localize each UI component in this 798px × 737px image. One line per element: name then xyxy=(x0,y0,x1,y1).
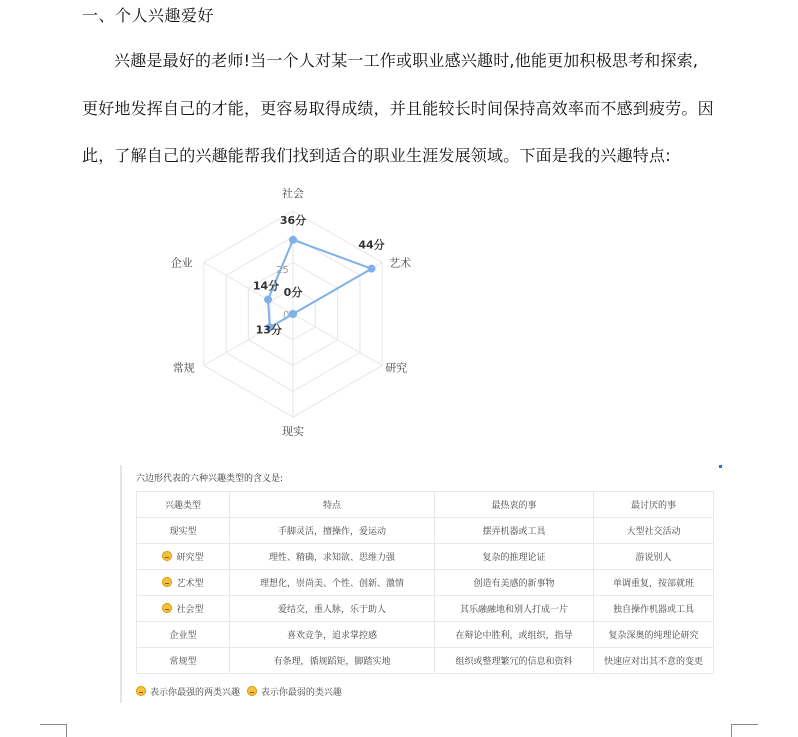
favorite-cell-text: 创造有美感的新事物 xyxy=(473,579,555,589)
smiley-strong-icon xyxy=(136,686,146,696)
trait-cell-text: 喜欢竞争，追求掌控感 xyxy=(286,631,377,641)
dislike-cell xyxy=(594,518,714,544)
type-cell-text: 艺术型 xyxy=(176,579,204,589)
favorite-cell xyxy=(435,648,594,674)
trait-cell xyxy=(230,596,435,622)
radar-axis-label: 研究 xyxy=(385,361,408,375)
weak-note: 表示你最弱的类兴趣 xyxy=(260,688,342,698)
trait-cell xyxy=(230,544,435,570)
type-cell-text: 企业型 xyxy=(169,631,197,641)
trait-cell xyxy=(230,570,435,596)
table-row xyxy=(137,648,714,674)
radar-data-point xyxy=(367,265,375,273)
favorite-cell-text: 在辩论中胜利，或组织，指导 xyxy=(455,631,573,641)
type-cell-text: 社会型 xyxy=(176,605,204,615)
paragraph-line: 更好地发挥自己的才能，更容易取得成绩，并且能较长时间保持高效率而不感到疲劳。因 xyxy=(82,98,714,118)
trait-cell-text: 爱结交，重人脉，乐于助人 xyxy=(277,605,386,615)
column-header: 特点 xyxy=(230,492,435,518)
column-header: 最热衷的事 xyxy=(435,492,594,518)
dislike-cell-text: 大型社交活动 xyxy=(626,527,681,537)
favorite-cell xyxy=(435,622,594,648)
smiley-icon xyxy=(162,603,172,613)
table-row xyxy=(137,570,714,596)
favorite-cell-text: 组织或整理繁冗的信息和资料 xyxy=(455,657,573,667)
type-cell xyxy=(137,622,230,648)
dislike-cell-text: 复杂深奥的纯理论研究 xyxy=(608,631,699,641)
smiley-weak-icon xyxy=(247,686,257,696)
dislike-cell xyxy=(594,622,714,648)
trait-cell-text: 理性、精确，求知欲、思维力强 xyxy=(268,553,395,563)
radar-axis-label: 艺术 xyxy=(389,256,412,270)
table-caption: 六边形代表的六种兴趣类型的含义是: xyxy=(136,474,284,484)
radar-value-label: 0分 xyxy=(283,286,303,299)
table-row xyxy=(137,544,714,570)
type-cell-text: 现实型 xyxy=(169,527,197,537)
favorite-cell xyxy=(435,544,594,570)
favorite-cell xyxy=(435,518,594,544)
table-header-row xyxy=(137,492,714,518)
radar-axis-label: 企业 xyxy=(170,256,193,270)
table-footnote xyxy=(136,685,342,698)
paragraph-line: 兴趣是最好的老师!当一个人对某一工作或职业感兴趣时,他能更加积极思考和探索, xyxy=(114,51,699,70)
favorite-cell-text: 其乐融融地和别人打成一片 xyxy=(459,605,568,615)
smiley-icon xyxy=(162,577,172,587)
dislike-cell-text: 游说别人 xyxy=(635,553,672,563)
trait-cell xyxy=(230,518,435,544)
radar-value-label: 13分 xyxy=(255,323,282,337)
dislike-cell xyxy=(594,544,714,570)
table-row xyxy=(137,596,714,622)
dislike-cell xyxy=(594,648,714,674)
crop-mark xyxy=(40,724,67,737)
trait-cell xyxy=(230,648,435,674)
type-cell xyxy=(137,544,230,570)
radar-value-label: 14分 xyxy=(252,279,280,293)
crop-mark xyxy=(731,724,758,737)
interest-radar-chart xyxy=(150,180,440,450)
section-heading: 一、个人兴趣爱好 xyxy=(82,6,215,25)
dislike-cell-text: 单调重复，按部就班 xyxy=(612,579,694,589)
intro-paragraph xyxy=(82,37,732,180)
interest-type-table-block xyxy=(120,465,722,703)
paragraph-line: 此，了解自己的兴趣能帮我们找到适合的职业生涯发展领域。下面是我的兴趣特点: xyxy=(82,146,671,165)
radar-data-point xyxy=(289,236,297,244)
dislike-cell xyxy=(594,596,714,622)
smiley-icon xyxy=(162,551,172,561)
radar-value-label: 36分 xyxy=(279,213,307,227)
radar-axis-label: 现实 xyxy=(282,425,304,438)
column-header: 最讨厌的事 xyxy=(594,492,714,518)
radar-scale-label: 25 xyxy=(276,265,289,276)
type-cell xyxy=(137,570,230,596)
interest-type-table xyxy=(136,491,714,674)
strong-note: 表示你最强的两类兴趣 xyxy=(150,688,241,698)
table-row xyxy=(137,518,714,544)
corner-marker xyxy=(719,465,722,468)
favorite-cell-text: 摆弄机器或工具 xyxy=(482,527,546,537)
trait-cell xyxy=(230,622,435,648)
type-cell xyxy=(137,596,230,622)
type-cell xyxy=(137,648,230,674)
type-cell-text: 研究型 xyxy=(176,553,204,563)
radar-data-point xyxy=(264,296,272,304)
radar-value-label: 44分 xyxy=(358,238,385,252)
type-cell-text: 常规型 xyxy=(169,657,197,667)
dislike-cell-text: 快速应对出其不意的变更 xyxy=(603,657,703,667)
radar-axis-label: 常规 xyxy=(172,361,195,375)
type-cell xyxy=(137,518,230,544)
favorite-cell-text: 复杂的推理论证 xyxy=(482,553,546,563)
favorite-cell xyxy=(435,570,594,596)
table-row xyxy=(137,622,714,648)
dislike-cell xyxy=(594,570,714,596)
radar-data-point xyxy=(289,310,297,318)
trait-cell-text: 手脚灵活，擅操作，爱运动 xyxy=(277,527,386,537)
dislike-cell-text: 独自操作机器或工具 xyxy=(612,605,694,615)
favorite-cell xyxy=(435,596,594,622)
trait-cell-text: 有条理，循规蹈矩，脚踏实地 xyxy=(273,657,391,667)
radar-axis-label: 社会 xyxy=(282,187,304,200)
column-header: 兴趣类型 xyxy=(137,492,230,518)
radar-scale-label: 0 xyxy=(283,310,290,321)
trait-cell-text: 理想化，崇尚美、个性、创新、激情 xyxy=(259,579,404,589)
